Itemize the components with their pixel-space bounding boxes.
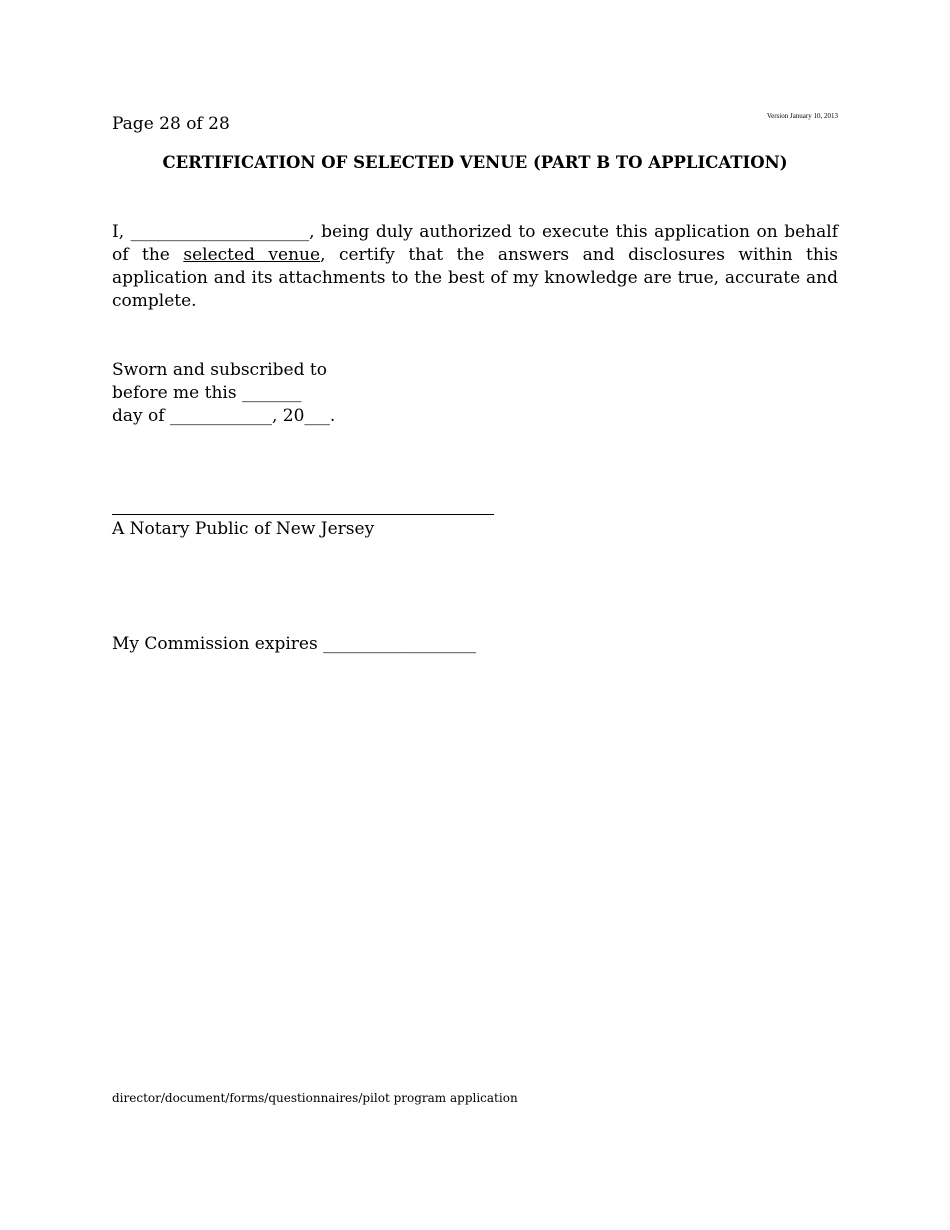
- certification-text-end: , certify that the answers and disclosures within this application and its attachments to the best of my knowledge are true, accurate and complete.: [112, 245, 839, 311]
- document-title: CERTIFICATION OF SELECTED VENUE (PART B TO APPLICATION): [162, 153, 788, 172]
- certification-paragraph: [112, 221, 838, 313]
- sworn-line-1: Sworn and subscribed to: [112, 360, 327, 380]
- version-date: Version January 10, 2013: [766, 112, 838, 120]
- footer-path: director/document/forms/questionnaires/pilot program application: [112, 1091, 518, 1105]
- notary-signature-line: [112, 514, 494, 515]
- sworn-line-2: before me this _______: [112, 383, 302, 403]
- sworn-statement: [112, 359, 335, 428]
- page-number: Page 28 of 28: [112, 114, 230, 134]
- commission-expiry: My Commission expires __________________: [112, 634, 477, 654]
- selected-venue-term: selected venue: [183, 245, 321, 265]
- certification-text-start: I, _____________________, being duly authorized to execute this application on behalf of the: [112, 222, 838, 265]
- sworn-line-3: day of ____________, 20___.: [112, 406, 336, 426]
- notary-label: A Notary Public of New Jersey: [112, 519, 375, 539]
